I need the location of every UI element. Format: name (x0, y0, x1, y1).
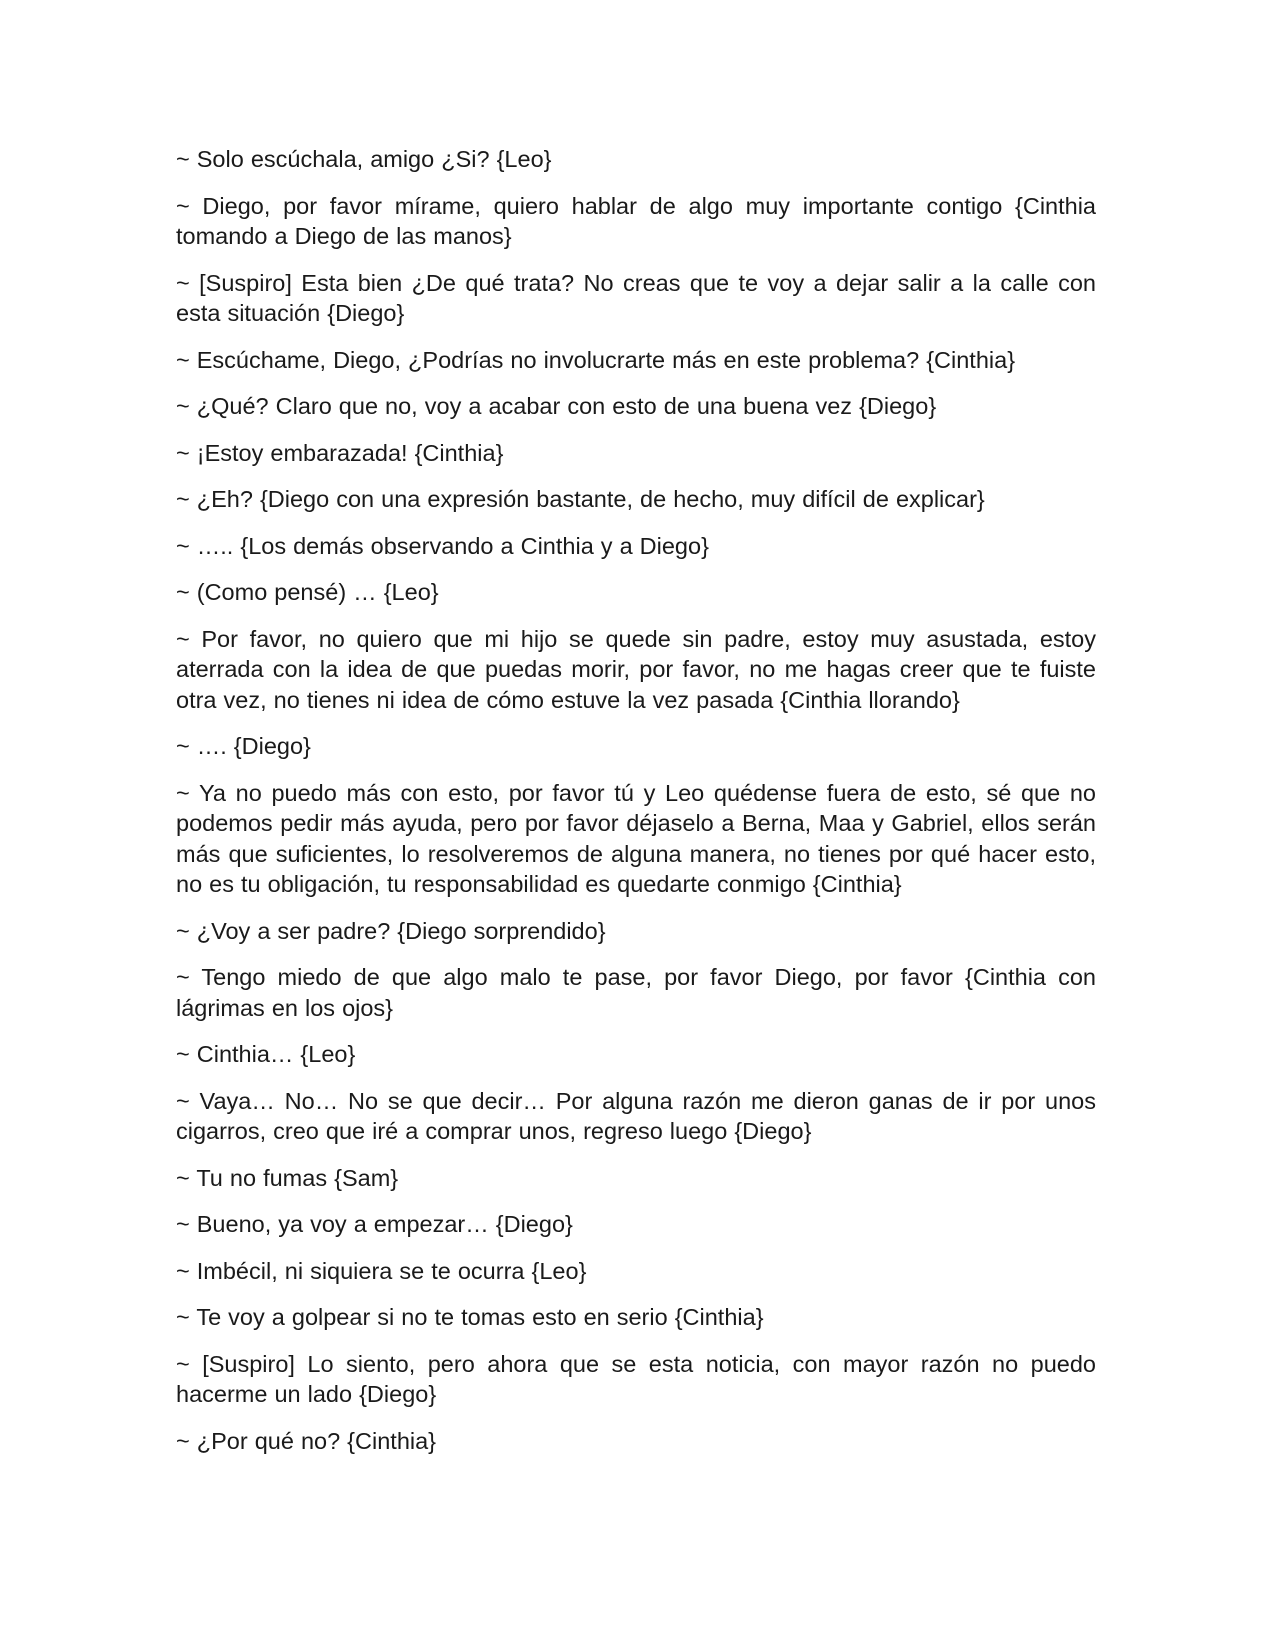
document-body (176, 144, 1096, 1472)
dialogue-line: ~ ¿Por qué no? {Cinthia} (176, 1427, 437, 1454)
dialogue-line: ~ Cinthia… {Leo} (176, 1041, 356, 1067)
dialogue-line: ~ ….. {Los demás observando a Cinthia y a Diego} (176, 532, 709, 559)
dialogue-line: ~ Tu no fumas {Sam} (176, 1164, 399, 1191)
dialogue-line: ~ ¡Estoy embarazada! {Cinthia} (176, 439, 504, 466)
dialogue-line: ~ Ya no puedo más con esto, por favor tú y Leo quédense fuera de esto, sé que no podemos pedir más ayuda, pero por favor déjaselo a Berna, Maa y Gabriel, ellos serán más que suficientes, lo resolveremos de alguna manera, no tienes por qué hacer esto, no es tu obligación, tu responsabilidad es quedarte conmigo {Cinthia} (176, 779, 1096, 897)
dialogue-line: ~ ¿Eh? {Diego con una expresión bastante, de hecho, muy difícil de explicar} (176, 486, 985, 512)
dialogue-line: ~ Vaya… No… No se que decir… Por alguna razón me dieron ganas de ir por unos cigarros, creo que iré a comprar unos, regreso luego {Diego} (176, 1087, 1096, 1144)
dialogue-line: ~ Solo escúchala, amigo ¿Si? {Leo} (176, 146, 552, 172)
dialogue-line: ~ Tengo miedo de que algo malo te pase, por favor Diego, por favor {Cinthia con lágrimas en los ojos} (176, 964, 1096, 1021)
dialogue-line: ~ Bueno, ya voy a empezar… {Diego} (176, 1211, 573, 1237)
dialogue-line: ~ [Suspiro] Esta bien ¿De qué trata? No creas que te voy a dejar salir a la calle con esta situación {Diego} (176, 269, 1096, 326)
dialogue-line: ~ Por favor, no quiero que mi hijo se quede sin padre, estoy muy asustada, estoy aterrada con la idea de que puedas morir, por favor, no me hagas creer que te fuiste otra vez, no tienes ni idea de cómo estuve la vez pasada {Cinthia llorando} (176, 625, 1096, 713)
dialogue-line: ~ (Como pensé) … {Leo} (176, 579, 439, 605)
dialogue-line: ~ Diego, por favor mírame, quiero hablar de algo muy importante contigo {Cinthia tomando a Diego de las manos} (176, 192, 1096, 249)
dialogue-line: ~ …. {Diego} (176, 733, 311, 759)
dialogue-line: ~ [Suspiro] Lo siento, pero ahora que se esta noticia, con mayor razón no puedo hacerme un lado {Diego} (176, 1350, 1096, 1407)
dialogue-line: ~ ¿Qué? Claro que no, voy a acabar con esto de una buena vez {Diego} (176, 393, 937, 419)
dialogue-line: ~ Escúchame, Diego, ¿Podrías no involucrarte más en este problema? {Cinthia} (176, 346, 1016, 373)
dialogue-line: ~ ¿Voy a ser padre? {Diego sorprendido} (176, 917, 606, 944)
dialogue-line: ~ Te voy a golpear si no te tomas esto en serio {Cinthia} (176, 1304, 764, 1330)
dialogue-line: ~ Imbécil, ni siquiera se te ocurra {Leo} (176, 1257, 587, 1284)
